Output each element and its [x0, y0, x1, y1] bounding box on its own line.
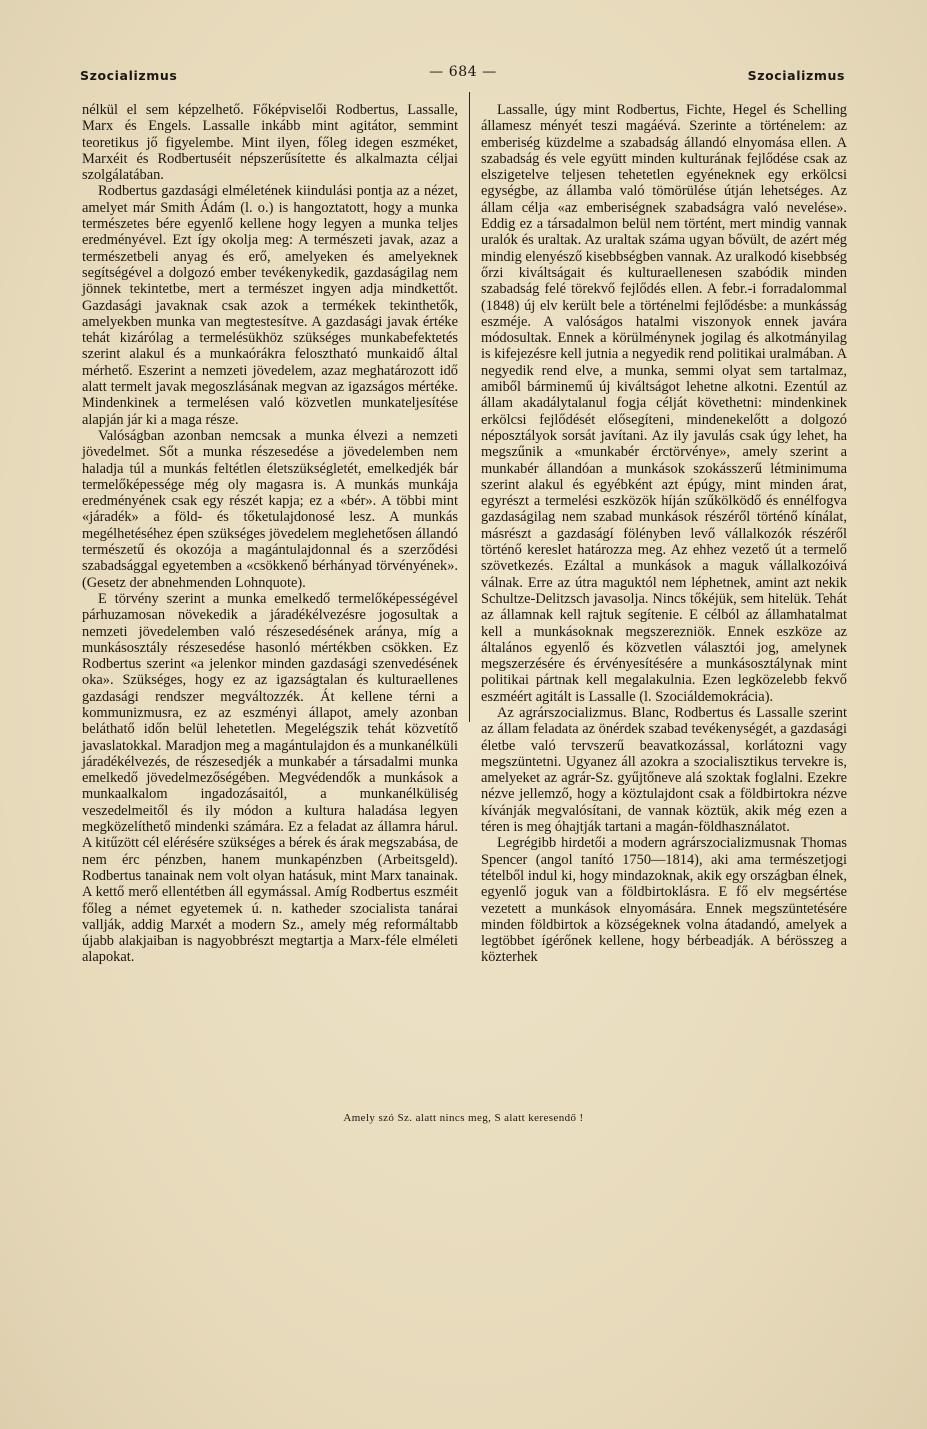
paragraph: E törvény szerint a munka emelkedő termelőképességével párhuzamosan növekedik a járadékélvezésre jogosultak a nemzeti jövedelemben való részesedésének aránya, míg a munkásosztály részesedése hasonló mértékben csökken. Ez Rodbertus szerint «a jelenkor minden gazdasági szenvedésének oka». Szükséges, hogy ez az igazságtalan és kulturaellenes gazdasági rendszer megváltozzék. Át kellene térni a kommunizmusra, ez az eszményi állapot, amely azonban beláthatő időn belül lehetetlen. Megelégszik tehát közvetítő javaslatokkal. Maradjon meg a magántulajdon és a munkanélküli járadékélvezés, de részesedjék a munkabér a társadalmi munka emelkedő jövedelmezőségében. Megvédendők a munkások a munkaalkalom ingadozásaitól, a munkanélküliség veszedelmeitől és ily módon a kultura haladása legyen megközelíthető mindenki számára. Ez a feladat az államra hárul. A kitűzött cél elérésére szükséges a bérek és árak megszabása, de nem érc pénzben, hanem munkapénzben (Arbeitsgeld). Rodbertus tanainak nem volt olyan hatásuk, mint Marx tanainak. A kettő merő ellentétben áll egymással. Amíg Rodbertus eszméit főleg a német egyetemek ú. n. katheder szocialista tanárai vallják, addig Marxét a modern Sz., amely még reformáltabb újabb alakjaiban is nagyobbrészt megtartja a Marx-féle elméleti alapokat.: [82, 590, 458, 966]
footer-note: Amely szó Sz. alatt nincs meg, S alatt keresendő !: [343, 1112, 584, 1124]
paragraph: Valóságban azonban nemcsak a munka élvezi a nemzeti jövedelmet. Sőt a munka részesedése a jövedelemben nem haladja túl a munkás feltétlen életszükségletét, emelkedjék bár termelőképessége még oly magasra is. A munkás munkája eredményének csak egy részét kapja; ez a «bér». A többi mint «járadék» a föld- és tőketulajdonosé lesz. A munkás megélhetéséhez épen szükséges jövedelem meglehetősen állandó természetű és okozója a magántulajdonnal és a szerződési szabadsággal egyetemben a «csökkenő bérhányad törvényének». (Gesetz der abnehmenden Lohnquote).: [82, 427, 458, 591]
page-number: — 684 —: [429, 64, 497, 80]
paragraph: Lassalle, úgy mint Rodbertus, Fichte, Hegel és Schelling államesz ményét teszi magáévá. Szerinte a történelem: az emberiség küzdelme a szabadság állandó elnyomása ellen. A szabadság és vele együtt minden kulturának fejlődése csak az elszigetelve teljesen tehetetlen egyéneknek egy erkölcsi egységbe, az államba való tömörülése útján lehetséges. Az állam célja «az emberiségnek szabadságra való nevelése». Eddig ez a társadalmon belül nem történt, mert mindig vannak uralók és uraltak. Az uraltak száma ugyan bővült, de azért még mindig elenyésző kisebbségben vannak. Az uralkodó kisebbség őrzi kiváltságait és kulturaellenesen szabódik minden szabadság felé törekvő fejlődés ellen. A febr.-i forradalommal (1848) új elv került bele a történelmi fejlődésbe: a munkásság eszméje. A valóságos hatalmi viszonyok ennek javára módosultak. Ennek a körülménynek jogilag és alkotmányilag is kifejezésre kell jutnia a negyedik rend politikai uralmában. A negyedik rend elve, a munka, semmi olyat sem tartalmaz, amiből bárminemű új kiváltságot lehetne alkotni. Ezentúl az állam akadálytalanul fogja célját követhetni: mindenkinek erkölcsi fejlődését elősegíteni, mindenekelőtt a dolgozó néposztályok sorsát javítani. Az ily javulás csak úgy lehet, ha megszűnik a «munkabér érctörvénye», amely szerint a munkabér állandóan a munkások szokásszerű létminimuma szerint alakul és egyébként azt épúgy, mint minden árat, egyrészt a termelési eszközök híján szűkölködő és ennélfogva gazdaságilag nem szabad munkások részéről történő kínálat, másrészt a gazdaságí fölényben levő vállalkozók részéről történő kereslet határozza meg. Az ehhez vezető út a termelő szövetkezés. Ezáltal a munkások a maguk vállalkozóivá válnak. Erre az útra maguktól nem léphetnek, amint azt nekik Schultze-Delitzsch javasolja. Nincs tőkéjük, sem hitelük. Tehát az államnak kell rajtuk segítenie. E célból az államhatalmat kell a munkásoknak megszerezniök. Ennek eszköze az általános egyenlő és közvetlen választói jog, amelynek megszerzésére és érvényesítésére a munkásosztálynak mint politikai pártnak kell megalakulnia. Ezen legközelebb fekvő eszméért agitált is Lassalle (l. Szociáldemokrácia).: [481, 102, 847, 705]
paragraph: nélkül el sem képzelhető. Főképviselői Rodbertus, Lassalle, Marx és Engels. Lassalle inkább mint agitátor, semmint teoretikus jő figyelembe. Mint ilyen, főleg idegen eszméket, Marxéit és Rodbertuséit népszerűsítette és alkalmazta céljai szolgálatában.: [82, 102, 458, 184]
right-column: [481, 102, 847, 966]
paragraph: Az agrárszocializmus. Blanc, Rodbertus és Lassalle szerint az állam feladata az önérdek szabad tevékenységét, a gazdasági életbe való tervszerű beavatkozással, korlátozni vagy megszüntetni. Ugyanez áll azokra a szocialisztikus tervekre is, amelyeket az agrár-Sz. gyűjtőneve alá szoktak foglalni. Ezekre nézve jellemző, hogy a köztulajdont csak a földbirtokra nézve kívánják megvalósítani, de vannak köztük, akik még ezen a téren is meg óhajtják tartani a magán-földhasználatot.: [481, 704, 847, 836]
running-header: [80, 64, 845, 86]
column-divider: [469, 92, 470, 722]
header-right-title: Szocializmus: [747, 68, 845, 83]
header-left-title: Szocializmus: [80, 68, 178, 83]
paragraph: Rodbertus gazdasági elméletének kiindulási pontja az a nézet, amelyet már Smith Ádám (l. o.) is hangoztatott, hogy a munka természetes bére egyenlő kellene hogy legyen a munka teljes eredményével. Ezt így okolja meg: A természeti javak, azaz a természetbeli anyag és erő, amelyeken és amelyeknek segítségével a dolgozó ember tevékenykedik, gazdaságilag nem jönnek tekintetbe, mert a természet ingyen adja mindkettőt. Gazdasági javaknak csak azok a termékek tekinthetők, amelyekben munka van megtestesítve. A gazdasági javak értéke tehát kizárólag a termelésükhöz szükséges munkabefektetés szerint alakul és a munkaórákra felosztható munkaidő által mérhető. Eszerint a nemzeti jövedelem, azaz meghatározott idő alatt termelt javak megoszlásának megvan az igazságos mértéke. Mindenkinek a termelésen való közvetlen munkateljesítése alapján jár ki a maga része.: [82, 183, 458, 428]
left-column: [82, 102, 458, 966]
paragraph: Legrégibb hirdetői a modern agrárszocializmusnak Thomas Spencer (angol tanító 1750—1814), aki ama természetjogi tételből indul ki, hogy mindazoknak, akik egy országban élnek, egyenlő joguk van a földbirtoklásra. E fő elv megsértése vezetett a munkások elnyomására. Ennek megszüntetésére minden földbirtok a községeknek volna átadandó, amelyek a legtöbbet ígérőnek kellene, hogy bérbeadják. A bérösszeg a közterhek: [481, 835, 847, 966]
